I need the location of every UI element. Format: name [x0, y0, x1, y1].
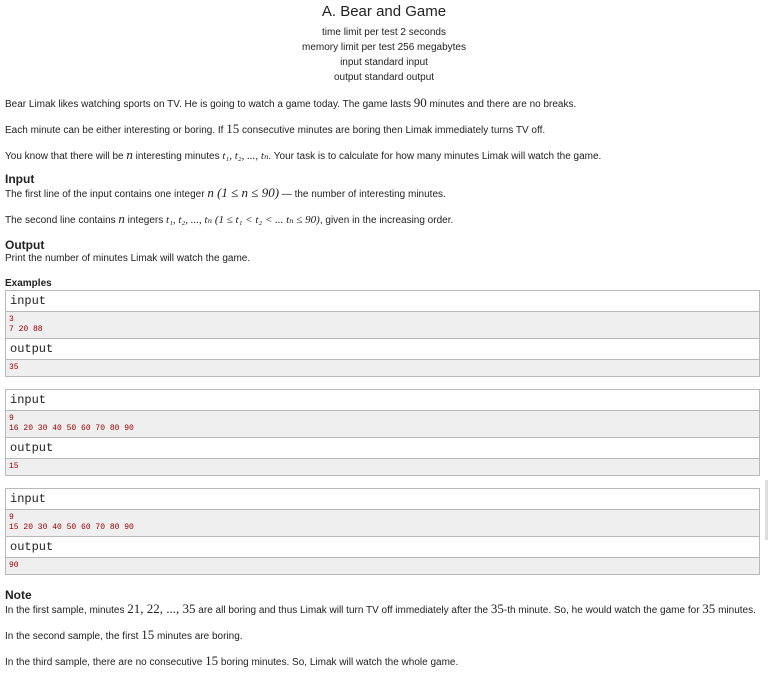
example-2-output-label: output — [6, 438, 759, 459]
example-3-output[interactable]: 90 — [6, 558, 759, 574]
examples-title: Examples — [5, 278, 52, 289]
example-2 — [5, 389, 760, 476]
statement-paragraph-2: Each minute can be either interesting or boring. If 15 consecutive minutes are boring then Limak immediately turns TV off. — [5, 121, 546, 136]
example-1-input[interactable]: 3 7 20 88 — [6, 312, 759, 339]
memory-limit: memory limit per test 256 megabytes — [302, 42, 466, 53]
problem-body — [0, 96, 768, 669]
example-2-input-label: input — [6, 390, 759, 411]
example-1-output[interactable]: 35 — [6, 360, 759, 376]
example-3-input-label: input — [6, 489, 759, 510]
output-description: Print the number of minutes Limak will watch the game. — [5, 253, 251, 264]
example-1 — [5, 290, 760, 377]
problem-title: A. Bear and Game — [321, 3, 447, 20]
input-line-1: The first line of the input contains one integer n (1 ≤ n ≤ 90) — the number of interesting minutes. — [5, 185, 446, 200]
note-title: Note — [5, 588, 32, 602]
example-1-output-label: output — [6, 339, 759, 360]
example-3-output-label: output — [6, 537, 759, 558]
input-section-title: Input — [5, 172, 35, 186]
problem-header — [0, 0, 768, 85]
input-line-2: The second line contains n integers t₁, t₂, ..., tₙ (1 ≤ t₁ < t₂ < ... tₙ ≤ 90), given in the increasing order. — [5, 211, 454, 226]
example-3-input[interactable]: 9 15 20 30 40 50 60 70 80 90 — [6, 510, 759, 537]
statement-paragraph-1: Bear Limak likes watching sports on TV. He is going to watch a game today. The game lasts 90 minutes and there are no breaks. — [5, 95, 577, 110]
output-file: output standard output — [333, 72, 435, 83]
statement-paragraph-3: You know that there will be n interesting minutes t₁, t₂, ..., tₙ. Your task is to calculate for how many minutes Limak will watch the game. — [5, 147, 602, 162]
input-file: input standard input — [340, 57, 428, 68]
example-1-input-label: input — [6, 291, 759, 312]
example-2-output[interactable]: 15 — [6, 459, 759, 475]
time-limit: time limit per test 2 seconds — [322, 27, 446, 38]
note-paragraph-1: In the first sample, minutes 21, 22, ..., 35 are all boring and thus Limak will turn TV off immediately after the 35-th minute. So, he would watch the game for 35 minutes. — [5, 601, 756, 616]
note-paragraph-2: In the second sample, the first 15 minutes are boring. — [5, 627, 243, 642]
example-2-input[interactable]: 9 16 20 30 40 50 60 70 80 90 — [6, 411, 759, 438]
example-3 — [5, 488, 760, 575]
output-section-title: Output — [5, 238, 45, 252]
note-paragraph-3: In the third sample, there are no consecutive 15 boring minutes. So, Limak will watch the whole game. — [5, 653, 459, 668]
